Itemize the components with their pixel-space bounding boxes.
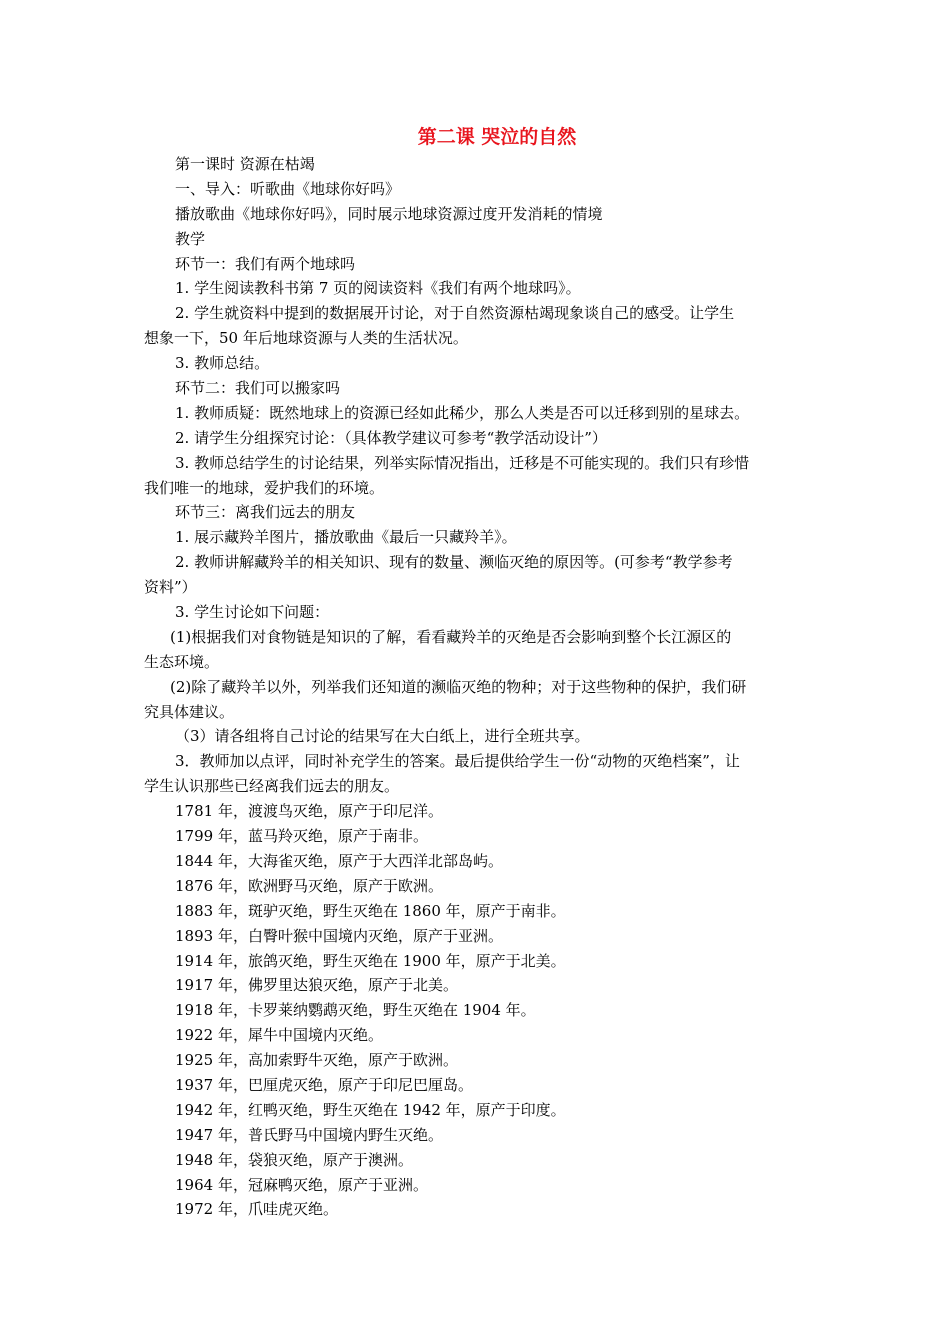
text-line: 环节二：我们可以搬家吗 — [175, 379, 341, 398]
extinction-entry: 1781 年，渡渡鸟灭绝，原产于印尼洋。 — [175, 802, 443, 821]
text-line: 1. 学生阅读教科书第 7 页的阅读资料《我们有两个地球吗》。 — [175, 279, 581, 298]
text-line: 生态环境。 — [144, 652, 220, 671]
text-line: 想象一下，50 年后地球资源与人类的生活状况。 — [144, 329, 468, 348]
extinction-entry: 1893 年，白臀叶猴中国境内灭绝，原产于亚洲。 — [175, 926, 503, 945]
text-line: 环节一：我们有两个地球吗 — [175, 254, 356, 273]
text-line: 3．教师加以点评，同时补充学生的答案。最后提供给学生一份“动物的灭绝档案”，让 — [175, 752, 740, 771]
text-line: 1. 展示藏羚羊图片，播放歌曲《最后一只藏羚羊》。 — [175, 528, 517, 547]
extinction-entry: 1917 年，佛罗里达狼灭绝，原产于北美。 — [175, 976, 458, 995]
extinction-entry: 1918 年，卡罗莱纳鹦鹉灭绝，野生灭绝在 1904 年。 — [175, 1001, 536, 1020]
text-line: (2)除了藏羚羊以外，列举我们还知道的濒临灭绝的物种；对于这些物种的保护，我们研 — [170, 677, 747, 696]
text-line: 2. 教师讲解藏羚羊的相关知识、现有的数量、濒临灭绝的原因等。(可参考“教学参考 — [175, 553, 733, 572]
extinction-entry: 1844 年，大海雀灭绝，原产于大西洋北部岛屿。 — [175, 851, 503, 870]
text-line: 我们唯一的地球，爱护我们的环境。 — [144, 478, 385, 497]
text-line: 教学 — [175, 229, 206, 248]
text-line: 1. 教师质疑：既然地球上的资源已经如此稀少，那么人类是否可以迁移到别的星球去。 — [175, 403, 750, 422]
text-line: 究具体建议。 — [144, 702, 235, 721]
extinction-entry: 1942 年，红鸭灭绝，野生灭绝在 1942 年，原产于印度。 — [175, 1100, 566, 1119]
text-line: 第一课时 资源在枯竭 — [175, 155, 315, 173]
extinction-entry: 1914 年，旅鸽灭绝，野生灭绝在 1900 年，原产于北美。 — [175, 951, 566, 970]
lesson-body — [144, 152, 808, 1222]
extinction-entry: 1972 年，爪哇虎灭绝。 — [175, 1200, 338, 1219]
extinction-entry: 1883 年，斑驴灭绝，野生灭绝在 1860 年，原产于南非。 — [175, 901, 566, 920]
text-line: 3. 学生讨论如下问题： — [175, 603, 330, 622]
text-line: 学生认识那些已经离我们远去的朋友。 — [144, 777, 400, 796]
extinction-entry: 1937 年，巴厘虎灭绝，原产于印尼巴厘岛。 — [175, 1075, 473, 1094]
text-line: 2. 学生就资料中提到的数据展开讨论，对于自然资源枯竭现象谈自己的感受。让学生 — [175, 304, 735, 323]
text-line: 3. 教师总结。 — [175, 354, 270, 373]
extinction-entry: 1876 年，欧洲野马灭绝，原产于欧洲。 — [175, 876, 443, 895]
text-line: (1)根据我们对食物链是知识的了解，看看藏羚羊的灭绝是否会影响到整个长江源区的 — [170, 627, 732, 646]
text-line: 一、导入：听歌曲《地球你好吗》 — [175, 179, 401, 198]
extinction-entry: 1922 年，犀牛中国境内灭绝。 — [175, 1026, 383, 1045]
extinction-entry: 1925 年，高加索野牛灭绝，原产于欧洲。 — [175, 1051, 458, 1070]
text-line: 资料”） — [144, 578, 197, 597]
extinction-entry: 1799 年，蓝马羚灭绝，原产于南非。 — [175, 827, 428, 846]
extinction-entry: 1947 年，普氏野马中国境内野生灭绝。 — [175, 1125, 443, 1144]
text-line: 播放歌曲《地球你好吗》，同时展示地球资源过度开发消耗的情境 — [175, 204, 603, 223]
text-line: 环节三：离我们远去的朋友 — [175, 503, 356, 522]
extinction-entry: 1948 年，袋狼灭绝，原产于澳洲。 — [175, 1150, 413, 1169]
lesson-title: 第二课 哭泣的自然 — [417, 126, 577, 148]
text-line: （3）请各组将自己讨论的结果写在大白纸上，进行全班共享。 — [175, 727, 590, 746]
text-line: 3. 教师总结学生的讨论结果，列举实际情况指出，迁移是不可能实现的。我们只有珍惜 — [175, 453, 750, 472]
extinction-entry: 1964 年，冠麻鸭灭绝，原产于亚洲。 — [175, 1175, 428, 1194]
text-line: 2. 请学生分组探究讨论：（具体教学建议可参考“教学活动设计”） — [175, 428, 607, 447]
